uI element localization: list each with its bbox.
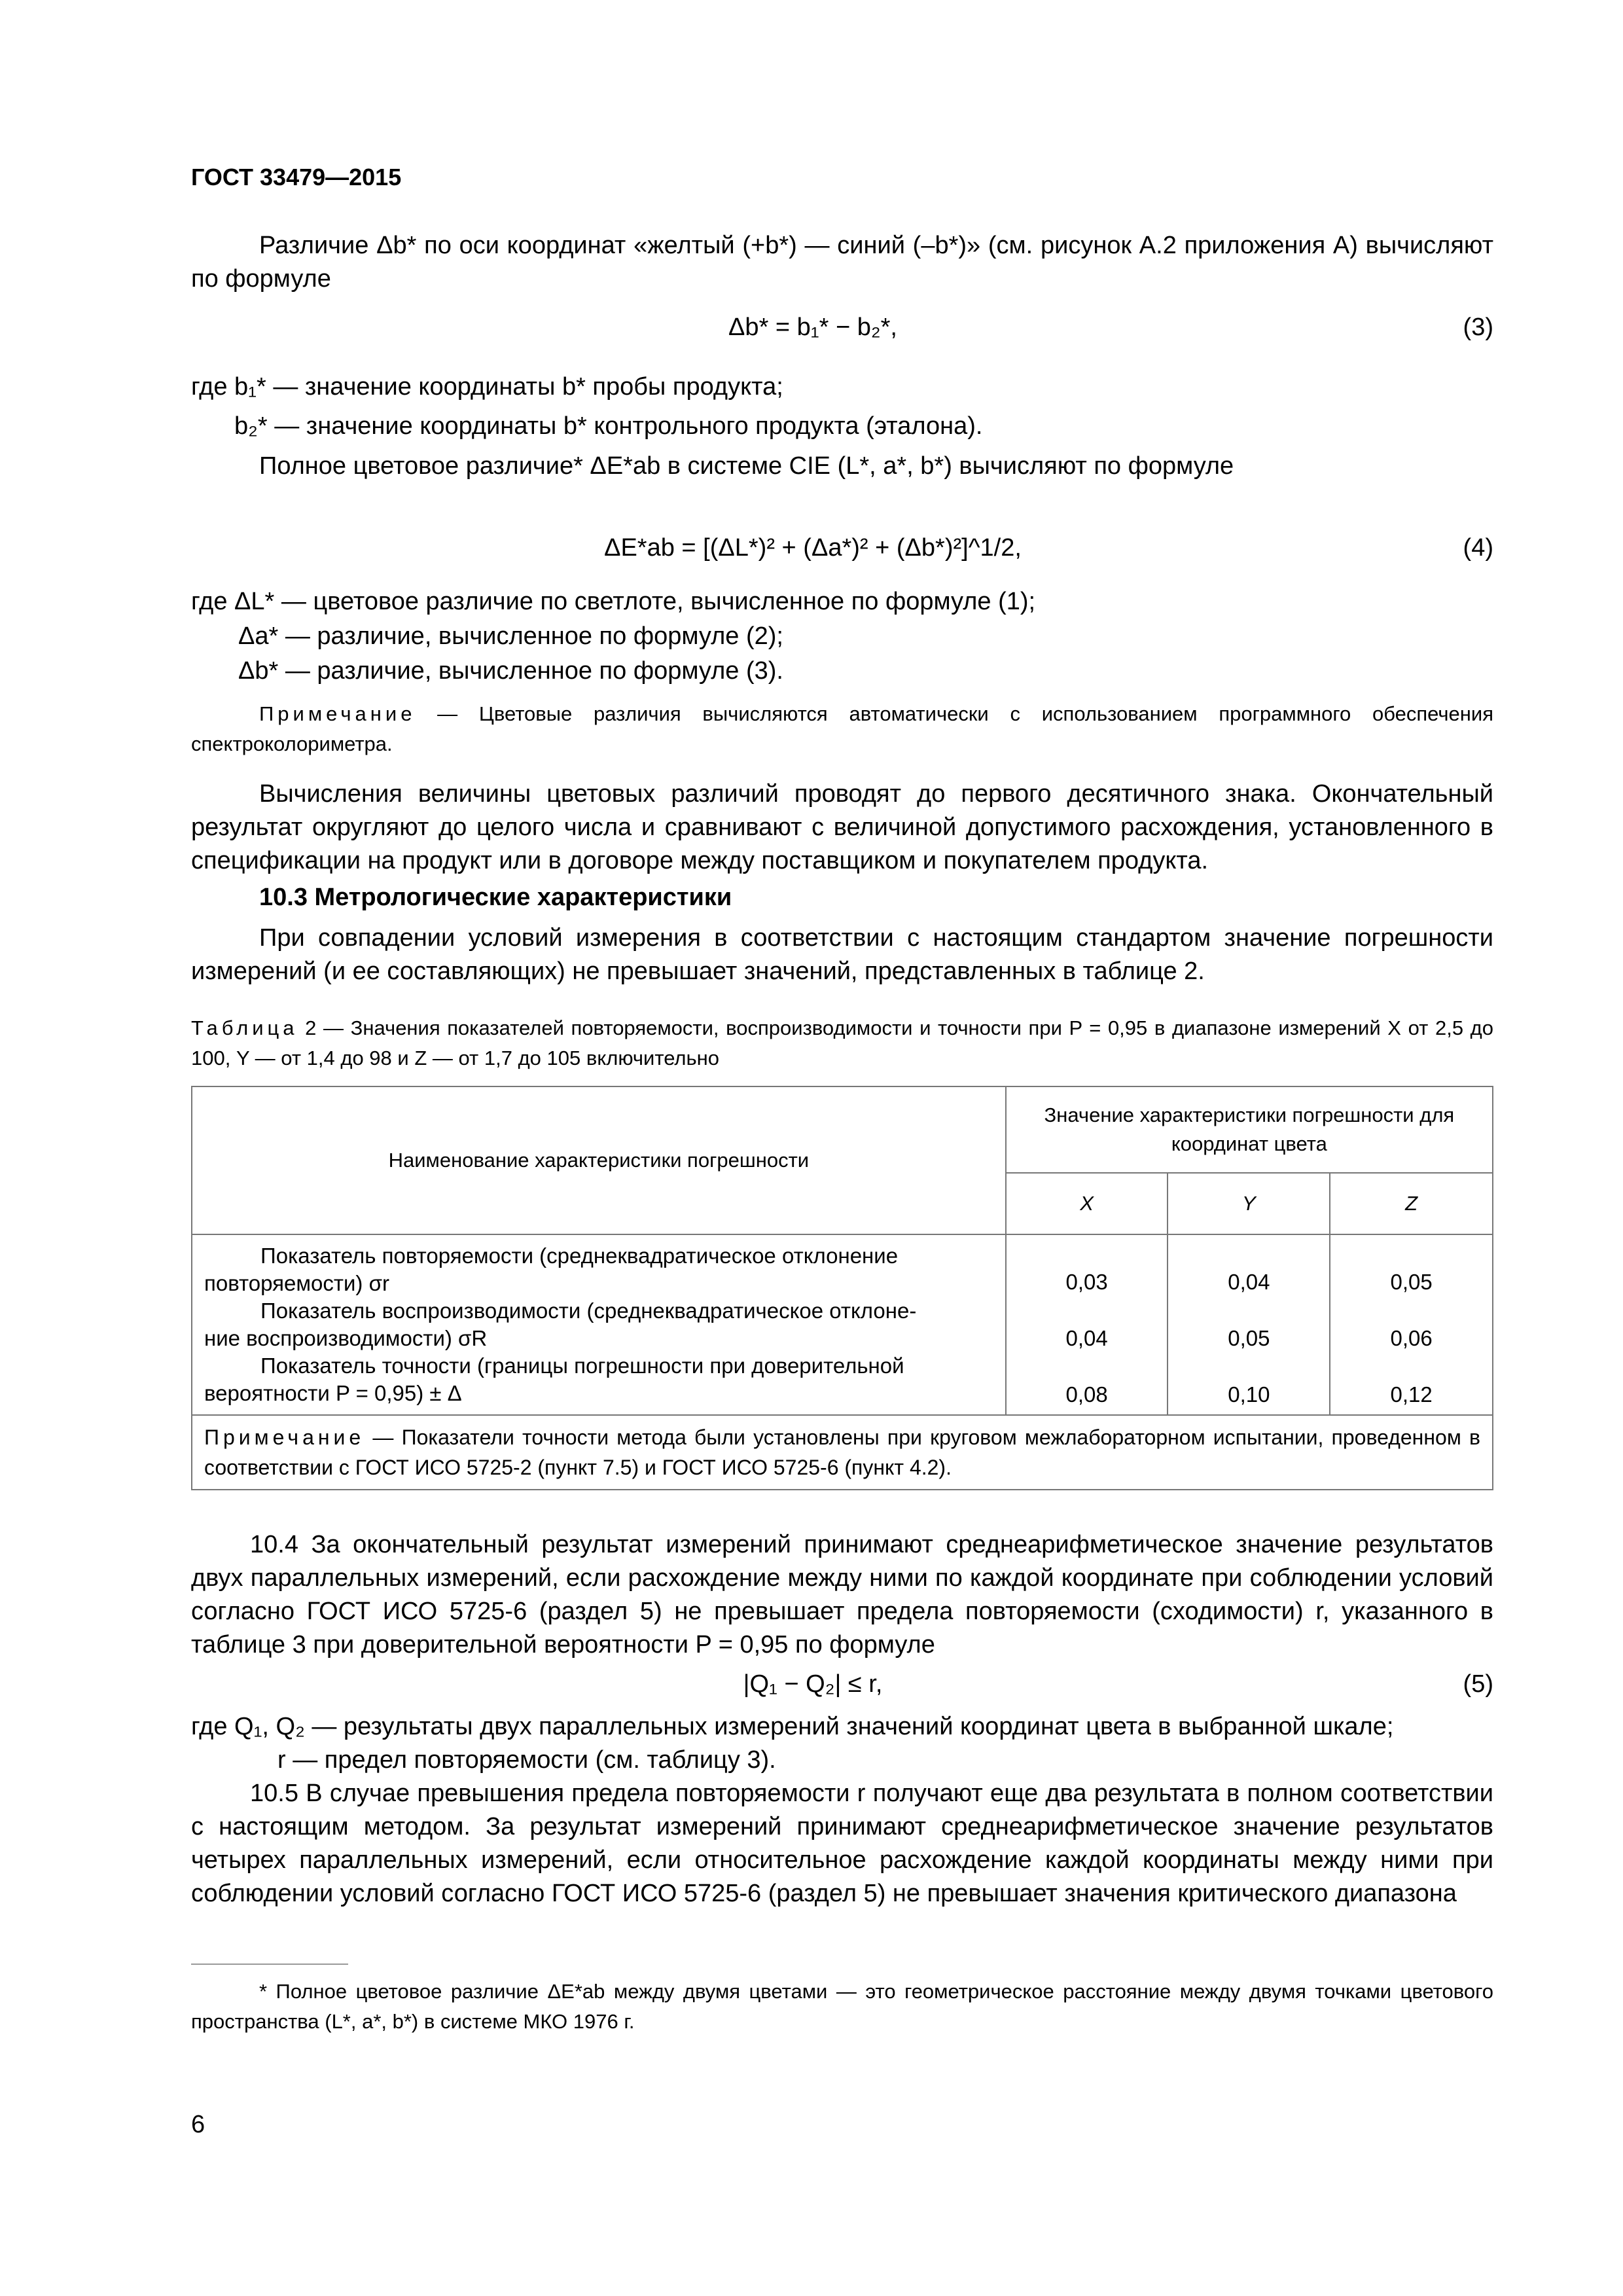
table-row-2-name-l1: Показатель воспроизводимости (среднеквадратическое отклоне- <box>260 1299 917 1323</box>
page-number: 6 <box>191 2111 205 2138</box>
where-3-line-2: b₂* — значение координаты b* контрольного продукта (эталона). <box>234 412 983 440</box>
section-heading-10-3: 10.3 Метрологические характеристики <box>259 884 732 911</box>
table-2-z-values <box>1330 1234 1493 1415</box>
note-1-label: Примечание <box>259 702 416 725</box>
table-2-head-name: Наименование характеристики погрешности <box>192 1086 1006 1234</box>
equation-3-number: (3) <box>1463 313 1493 341</box>
table-row-3-x: 0,08 <box>1065 1382 1108 1407</box>
paragraph-db: Различие Δb* по оси координат «желтый (+b*) — синий (–b*)» (см. рисунок А.2 приложения А) вычисляют по формуле <box>191 232 1493 293</box>
paragraph-total-difference: Полное цветовое различие* ΔE*ab в системе CIE (L*, a*, b*) вычисляют по формуле <box>259 452 1234 480</box>
page-header: ГОСТ 33479—2015 <box>191 164 402 190</box>
footnote: * Полное цветовое различие ΔE*ab между двумя цветами — это геометрическое расстояние между двумя точками цветового пространства (L*, a*, b*) в системе МКО 1976 г. <box>191 1980 1493 2033</box>
equation-5 <box>191 1668 1493 1700</box>
table-row-1-x: 0,03 <box>1065 1270 1108 1294</box>
table-row-2-z: 0,06 <box>1390 1326 1433 1350</box>
table-2-y-values <box>1168 1234 1330 1415</box>
paragraph-10-4: 10.4 За окончательный результат измерений принимают среднеарифметическое значение результатов двух параллельных измерений, если расхождение между ними по каждой координате при соблюдении условий согласно ГОСТ ИСО 5725-6 (раздел 5) не превышает предела повторяемости (сходимости) r, указанного в таблице 3 при доверительной вероятности P = 0,95 по формуле <box>191 1531 1493 1659</box>
where-5-line-2: r — предел повторяемости (см. таблицу 3). <box>277 1746 776 1774</box>
where-4-line-2: Δa* — различие, вычисленное по формуле (2); <box>238 622 783 650</box>
equation-3-formula: Δb* = b₁* − b₂*, <box>728 313 897 341</box>
where-3-line-1: где b₁* — значение координаты b* пробы продукта; <box>191 373 783 401</box>
table-row-1-y: 0,04 <box>1228 1270 1270 1294</box>
table-row-3-y: 0,10 <box>1228 1382 1270 1407</box>
equation-3 <box>191 311 1493 344</box>
where-4-line-1: где ΔL* — цветовое различие по светлоте, вычисленное по формуле (1); <box>191 588 1036 615</box>
table-2-caption-label: Таблица <box>191 1016 298 1039</box>
table-row-3-z: 0,12 <box>1390 1382 1433 1407</box>
footnote-separator <box>191 1964 348 1965</box>
table-row-1-z: 0,05 <box>1390 1270 1433 1294</box>
table-2-note-text: — Показатели точности метода были установлены при круговом межлабораторном испытании, проведенном в соответствии с ГОСТ ИСО 5725-2 (пункт 7.5) и ГОСТ ИСО 5725-6 (пункт 4.2). <box>204 1426 1480 1479</box>
equation-5-formula: |Q₁ − Q₂| ≤ r, <box>743 1670 883 1698</box>
table-2-caption <box>191 1013 1493 1073</box>
table-row-2-name-l2: ние воспроизводимости) σR <box>204 1326 488 1350</box>
equation-4-formula: ΔE*ab = [(ΔL*)² + (Δa*)² + (Δb*)²]^1/2, <box>604 533 1022 562</box>
table-row-2-x: 0,04 <box>1065 1326 1108 1350</box>
table-2-row-names <box>192 1234 1006 1415</box>
where-5-line-1: где Q₁, Q₂ — результаты двух параллельных измерений значений координат цвета в выбранной шкале; <box>191 1713 1394 1740</box>
equation-4 <box>191 531 1493 564</box>
table-2-note-label: Примечание <box>204 1426 365 1449</box>
table-row-1-name-l1: Показатель повторяемости (среднеквадратическое отклонение <box>260 1244 899 1268</box>
table-row-2-y: 0,05 <box>1228 1326 1270 1350</box>
note-1 <box>191 699 1493 759</box>
table-2-col-z: Z <box>1330 1173 1493 1234</box>
table-row-1-name-l2: повторяемости) σr <box>204 1271 389 1295</box>
document-page <box>191 0 1493 2296</box>
equation-5-number: (5) <box>1463 1670 1493 1698</box>
table-2 <box>191 1086 1493 1490</box>
paragraph-10-5: 10.5 В случае превышения предела повторяемости r получают еще два результата в полном соответствии с настоящим методом. За результат измерений принимают среднеарифметическое значение результатов четырех параллельных измерений, если относительное расхождение каждой координаты между ними при соблюдении условий согласно ГОСТ ИСО 5725-6 (раздел 5) не превышает значения критического диапазона <box>191 1780 1493 1907</box>
where-4-line-3: Δb* — различие, вычисленное по формуле (3). <box>238 657 783 685</box>
paragraph-calculation: Вычисления величины цветовых различий проводят до первого десятичного знака. Окончательный результат округляют до целого числа и сравнивают с величиной допустимого расхождения, установленного в спецификации на продукт или в договоре между поставщиком и покупателем продукта. <box>191 780 1493 874</box>
note-1-text: — Цветовые различия вычисляются автоматически с использованием программного обеспечения спектроколориметра. <box>191 702 1493 755</box>
table-2-caption-text: 2 — Значения показателей повторяемости, воспроизводимости и точности при P = 0,95 в диапазоне измерений X от 2,5 до 100, Y — от 1,4 до 98 и Z — от 1,7 до 105 включительно <box>191 1016 1493 1069</box>
paragraph-metrology: При совпадении условий измерения в соответствии с настоящим стандартом значение погрешности измерений (и ее составляющих) не превышает значений, представленных в таблице 2. <box>191 924 1493 985</box>
table-2-head-value: Значение характеристики погрешности для координат цвета <box>1006 1086 1493 1173</box>
table-2-col-x: X <box>1006 1173 1168 1234</box>
table-2-x-values <box>1006 1234 1168 1415</box>
table-row-3-name-l1: Показатель точности (границы погрешности при доверительной <box>260 1354 904 1378</box>
table-2-col-y: Y <box>1168 1173 1330 1234</box>
table-row-3-name-l2: вероятности P = 0,95) ± Δ <box>204 1381 462 1405</box>
equation-4-number: (4) <box>1463 533 1493 562</box>
table-2-note <box>192 1415 1493 1490</box>
